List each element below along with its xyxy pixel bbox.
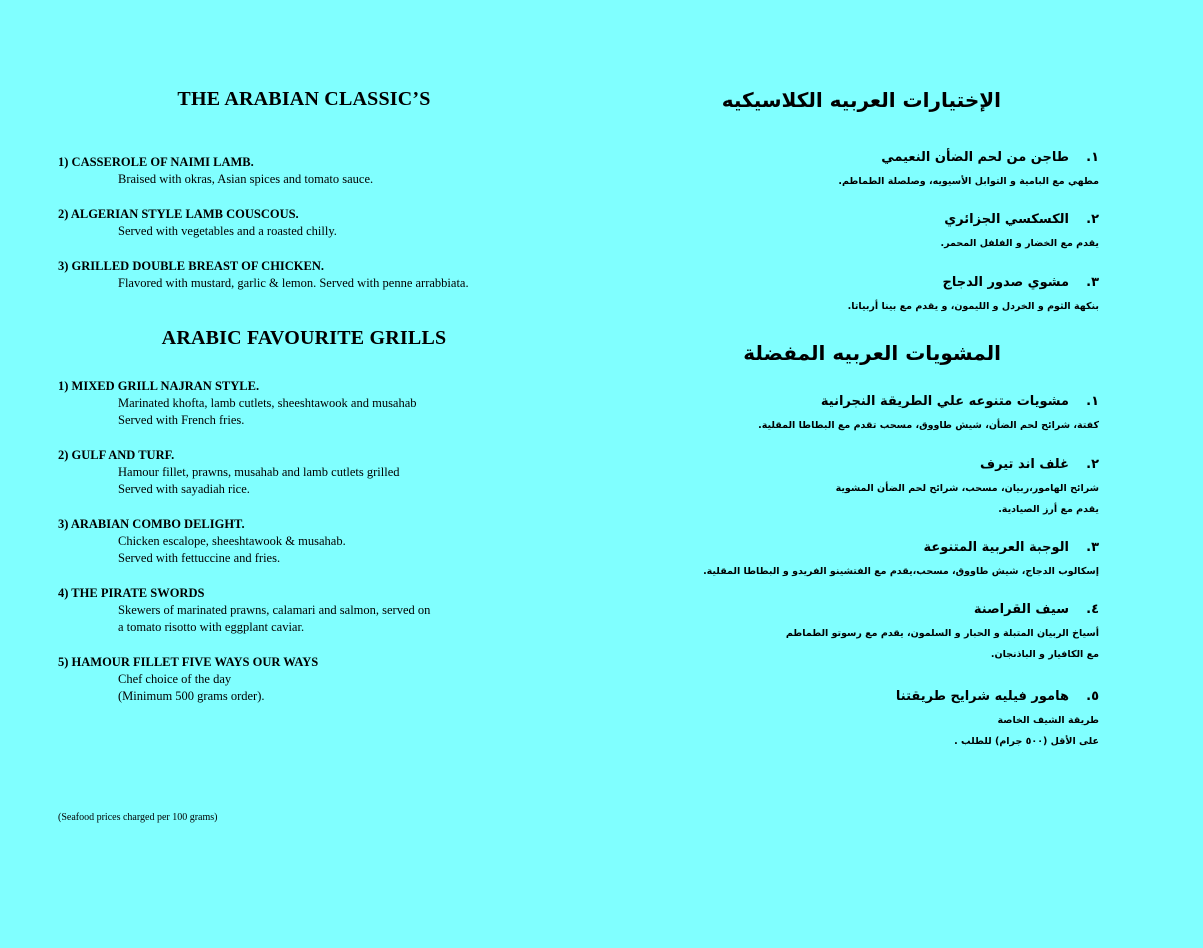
- menu-item-arabic: [896, 688, 1099, 752]
- section-heading-arabic-classics: الإختيارات العربيه الكلاسيكيه: [721, 88, 1001, 112]
- menu-item-title: 4) THE PIRATE SWORDS: [58, 586, 205, 600]
- menu-item-name-arabic: مشويات متنوعه علي الطريقة النجرانية: [820, 394, 1069, 409]
- menu-item-description: a tomato risotto with eggplant caviar.: [118, 620, 305, 634]
- menu-item-arabic: [848, 274, 1099, 317]
- menu-item-description-arabic: طريقة الشيف الخاصة: [997, 715, 1099, 726]
- menu-item-title-arabic: [703, 539, 1099, 557]
- menu-item-arabic: [836, 456, 1099, 520]
- menu-item-title: 1) MIXED GRILL NAJRAN STYLE.: [58, 379, 260, 393]
- menu-item-description: Chef choice of the day: [118, 672, 232, 686]
- menu-item-description-arabic: كفتة، شرائح لحم الضأن، شيش طاووق، مسحب تقدم مع البطاطا المقلية.: [758, 420, 1099, 431]
- section-heading-arabic-favourite-grills: ARABIC FAVOURITE GRILLS: [161, 327, 447, 349]
- menu-item-description: (Minimum 500 grams order).: [118, 689, 265, 703]
- menu-item-title: 5) HAMOUR FILLET FIVE WAYS OUR WAYS: [58, 655, 319, 669]
- menu-item-description: Served with fettuccine and fries.: [118, 551, 281, 565]
- menu-item-title-arabic: [896, 688, 1099, 706]
- menu-item-description: Hamour fillet, prawns, musahab and lamb cutlets grilled: [118, 465, 400, 479]
- menu-item-description-arabic: بنكهة الثوم و الخردل و الليمون، و يقدم مع بينا أربياتا.: [847, 301, 1099, 312]
- menu-item-description: Chicken escalope, sheeshtawook & musahab.: [118, 534, 346, 548]
- menu-item: [58, 378, 578, 429]
- menu-item-title: 1) CASSEROLE OF NAIMI LAMB.: [58, 155, 254, 169]
- menu-item-number: ٢.: [1086, 212, 1099, 227]
- seafood-price-footnote: (Seafood prices charged per 100 grams): [58, 812, 218, 823]
- menu-item-name-arabic: هامور فيليه شرايح طريقتنا: [895, 689, 1069, 704]
- menu-item-description: Marinated khofta, lamb cutlets, sheeshtawook and musahab: [118, 396, 417, 410]
- menu-item: [58, 585, 578, 636]
- menu-item: [58, 447, 578, 498]
- menu-item-title: 3) GRILLED DOUBLE BREAST OF CHICKEN.: [58, 259, 325, 273]
- menu-item-description-arabic: يقدم مع الخضار و الفلفل المحمر.: [940, 238, 1099, 249]
- menu-item-title: 3) ARABIAN COMBO DELIGHT.: [58, 517, 245, 531]
- section-heading-arabic-favourite-grills: المشويات العربيه المفضلة: [743, 341, 1001, 365]
- menu-item-arabic: [758, 393, 1099, 436]
- menu-item-title: 2) ALGERIAN STYLE LAMB COUSCOUS.: [58, 207, 299, 221]
- menu-item-description-arabic: أسياخ الربيان المتبلة و الحبار و السلمون، يقدم مع رسوتو الطماطم: [785, 628, 1099, 639]
- menu-item-number: ٥.: [1086, 689, 1099, 704]
- menu-item-title-arabic: [838, 149, 1099, 167]
- menu-item-number: ٢.: [1086, 457, 1099, 472]
- menu-item-description-arabic: مع الكافيار و الباذنجان.: [990, 649, 1099, 660]
- menu-item-description: Served with vegetables and a roasted chilly.: [118, 224, 337, 238]
- menu-item-description-arabic: على الأقل (٥٠٠ جرام) للطلب .: [954, 736, 1099, 747]
- arabic-menu-column: [600, 0, 1203, 948]
- menu-item-number: ٣.: [1086, 275, 1099, 290]
- menu-item-arabic: [786, 601, 1099, 665]
- menu-item-title-arabic: [836, 456, 1099, 474]
- menu-item-description: Braised with okras, Asian spices and tomato sauce.: [118, 172, 374, 186]
- menu-item: [58, 154, 578, 188]
- menu-item-description-arabic: شرائح الهامور،ربيان، مسحب، شرائح لحم الضأن المشوية: [835, 483, 1099, 494]
- menu-item-title-arabic: [758, 393, 1099, 411]
- menu-item-arabic: [940, 211, 1099, 254]
- menu-item-description: Served with sayadiah rice.: [118, 482, 250, 496]
- menu-item-name-arabic: مشوي صدور الدجاج: [942, 275, 1069, 290]
- menu-item-description: Flavored with mustard, garlic & lemon. Served with penne arrabbiata.: [118, 276, 469, 290]
- menu-item-name-arabic: الوجبة العربية المتنوعة: [923, 540, 1069, 555]
- menu-item-description-arabic: إسكالوب الدجاج، شيش طاووق، مسحب،يقدم مع الفتشينو الفريدو و البطاطا المقلية.: [703, 566, 1099, 577]
- menu-item-number: ١.: [1086, 394, 1099, 409]
- menu-item-title-arabic: [940, 211, 1099, 229]
- menu-item-arabic: [703, 539, 1099, 582]
- menu-item-name-arabic: سيف القراصنة: [973, 602, 1069, 617]
- menu-item-title-arabic: [786, 601, 1099, 619]
- menu-item-description: Skewers of marinated prawns, calamari and salmon, served on: [118, 603, 431, 617]
- menu-item: [58, 258, 578, 292]
- menu-item-name-arabic: طاجن من لحم الضأن النعيمي: [881, 150, 1069, 165]
- menu-item: [58, 206, 578, 240]
- english-menu-column: [0, 0, 600, 948]
- menu-item: [58, 516, 578, 567]
- menu-item-arabic: [838, 149, 1099, 192]
- menu-item: [58, 654, 578, 705]
- menu-item-number: ٣.: [1086, 540, 1099, 555]
- menu-item-description-arabic: مطهي مع البامية و التوابل الأسيويه، وصلصلة الطماطم.: [838, 176, 1099, 187]
- menu-item-description-arabic: يقدم مع أرز الصيادية.: [998, 504, 1099, 515]
- menu-item-name-arabic: غلف اند تيرف: [980, 457, 1069, 472]
- menu-item-description: Served with French fries.: [118, 413, 245, 427]
- menu-item-name-arabic: الكسكسي الجزائري: [944, 212, 1069, 227]
- menu-item-title-arabic: [848, 274, 1099, 292]
- section-heading-arabian-classics: THE ARABIAN CLASSIC’S: [177, 88, 431, 110]
- menu-item-title: 2) GULF AND TURF.: [58, 448, 175, 462]
- menu-item-number: ٤.: [1086, 602, 1099, 617]
- menu-item-number: ١.: [1086, 150, 1099, 165]
